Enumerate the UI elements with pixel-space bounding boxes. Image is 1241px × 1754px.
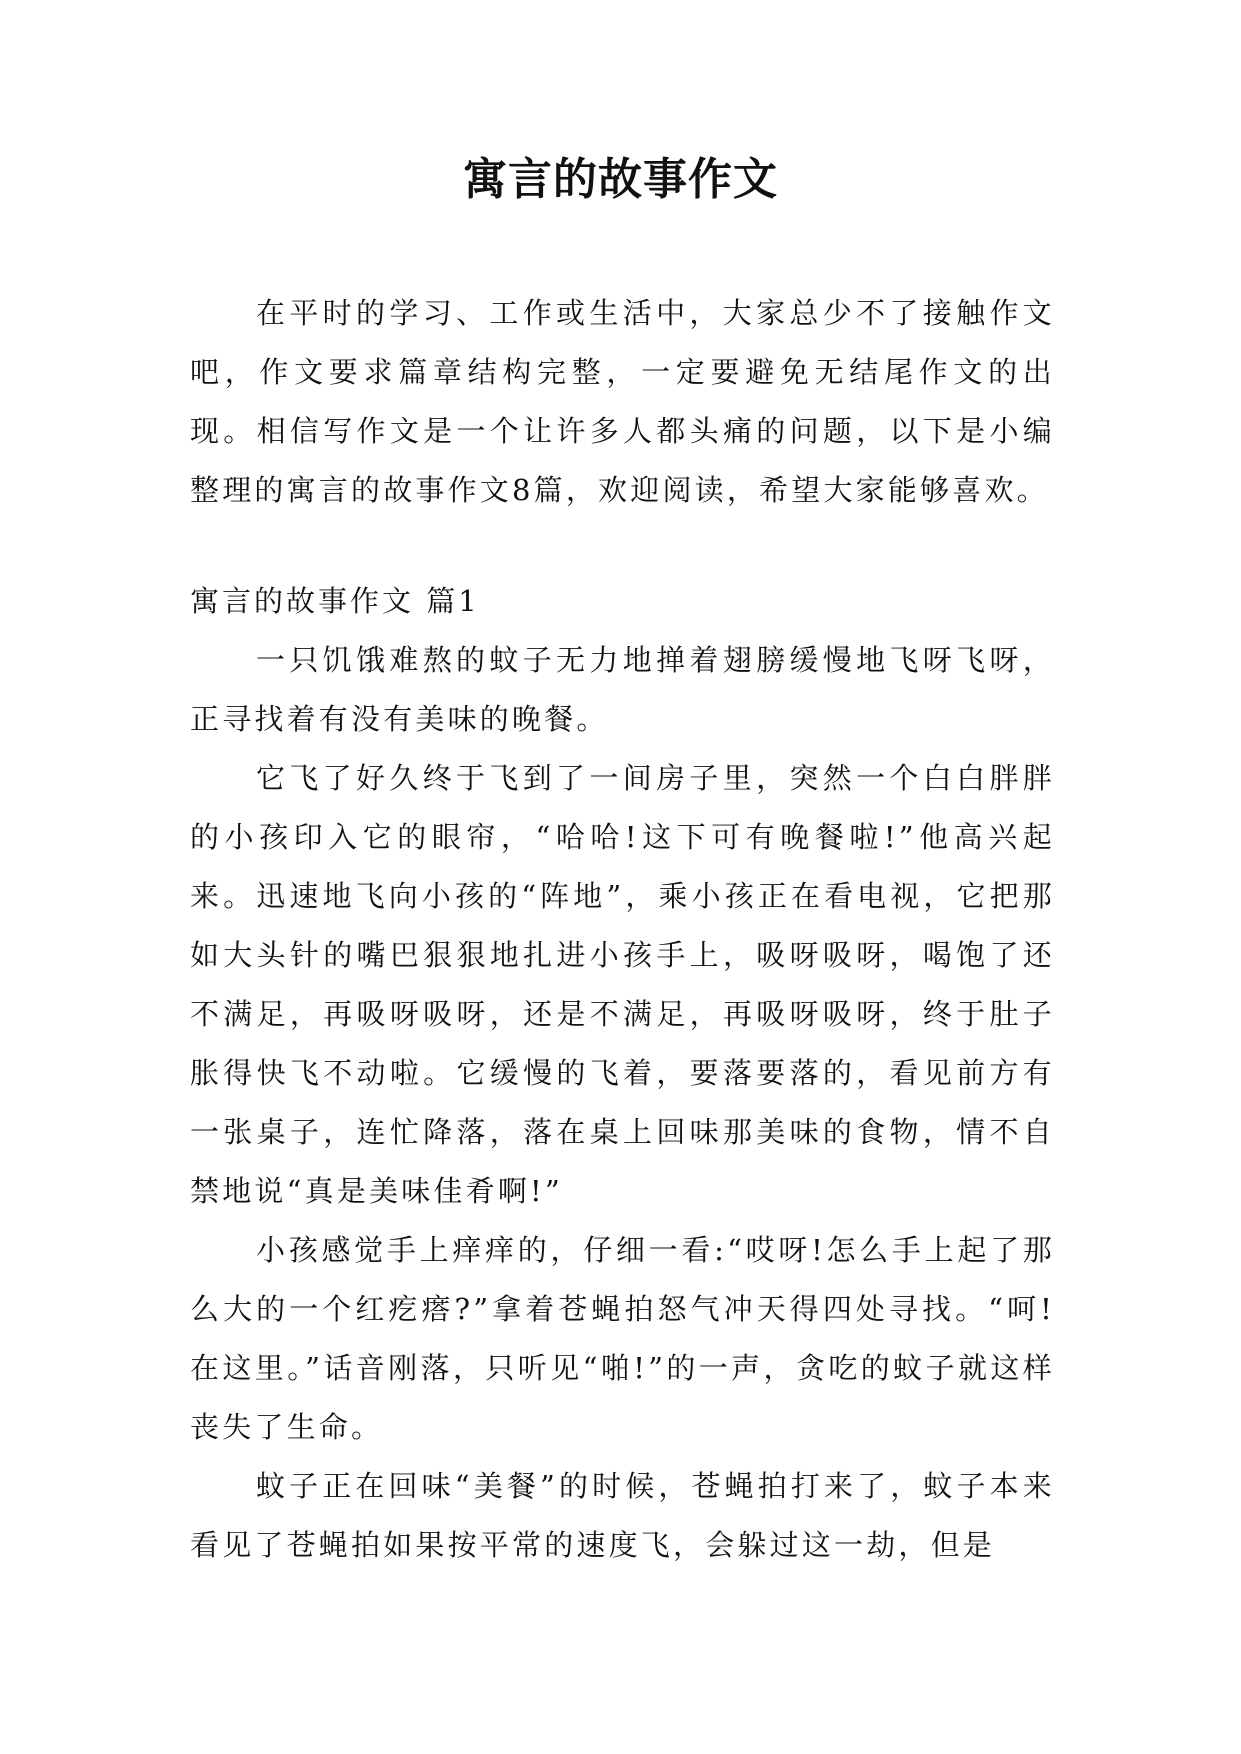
body-paragraph: 一只饥饿难熬的蚊子无力地掸着翅膀缓慢地飞呀飞呀，正寻找着有没有美味的晚餐。 (190, 643, 1055, 736)
intro-paragraph: 在平时的学习、工作或生活中，大家总少不了接触作文吧，作文要求篇章结构完整，一定要避免无结尾作文的出现。相信写作文是一个让许多人都头痛的问题，以下是小编整理的寓言的故事作文8篇，欢迎阅读，希望大家能够喜欢。 (190, 296, 1055, 507)
document-title: 寓言的故事作文 (463, 154, 778, 205)
section-heading: 寓言的故事作文 篇1 (190, 584, 480, 618)
body-paragraph: 它飞了好久终于飞到了一间房子里，突然一个白白胖胖的小孩印入它的眼帘，“哈哈!这下可有晚餐啦!”他高兴起来。迅速地飞向小孩的“阵地”，乘小孩正在看电视，它把那如大头针的嘴巴狠狠地扎进小孩手上，吸呀吸呀，喝饱了还不满足，再吸呀吸呀，还是不满足，再吸呀吸呀，终于肚子胀得快飞不动啦。它缓慢的飞着，要落要落的，看见前方有一张桌子，连忙降落，落在桌上回味那美味的食物，情不自禁地说“真是美味佳肴啊!” (190, 761, 1055, 1208)
body-paragraph: 小孩感觉手上痒痒的，仔细一看:“哎呀!怎么手上起了那么大的一个红疙瘩?”拿着苍蝇拍怒气冲天得四处寻找。“呵!在这里。”话音刚落，只听见“啪!”的一声，贪吃的蚊子就这样丧失了生命。 (190, 1233, 1055, 1444)
body-paragraph: 蚊子正在回味“美餐”的时候，苍蝇拍打来了，蚊子本来看见了苍蝇拍如果按平常的速度飞，会躲过这一劫，但是 (190, 1469, 1055, 1562)
document-body (190, 284, 1055, 1575)
